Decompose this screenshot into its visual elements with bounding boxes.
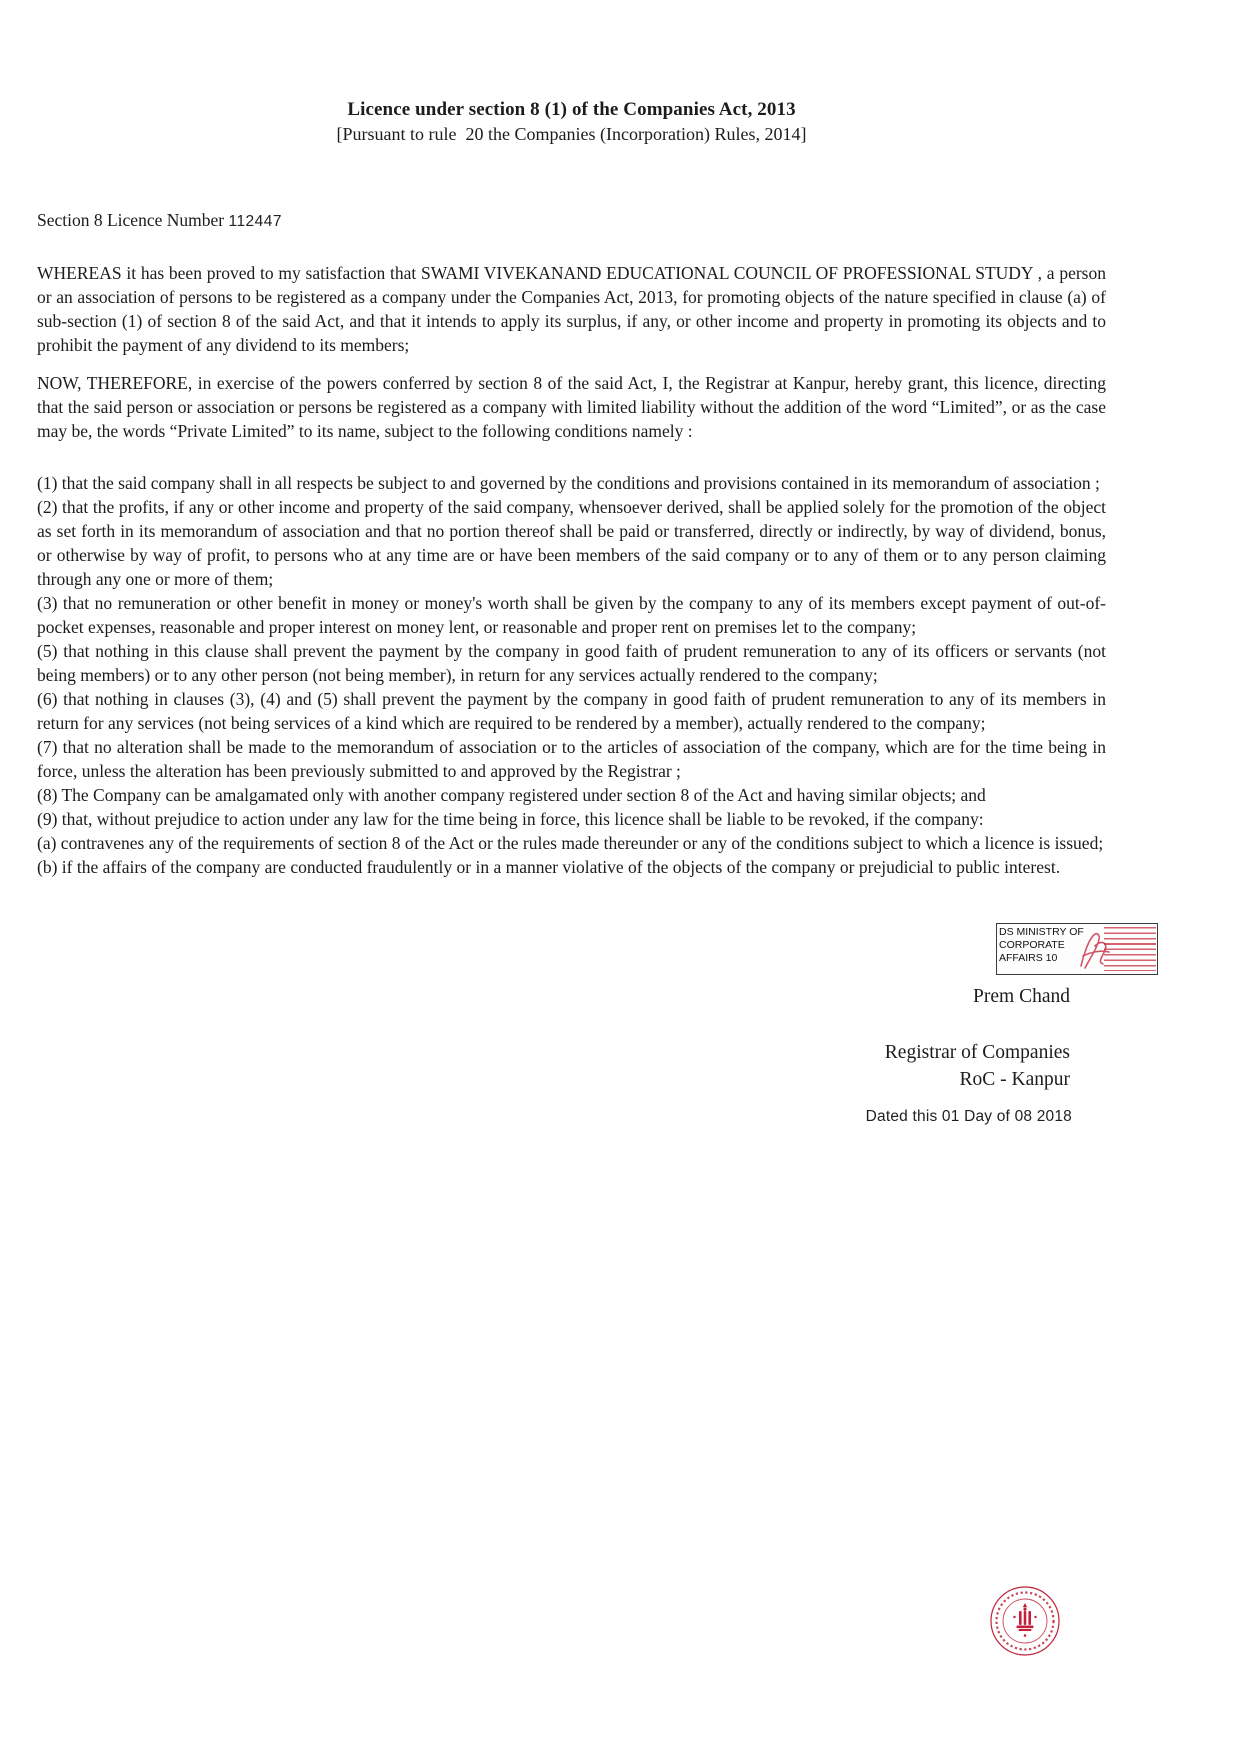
whereas-paragraph: WHEREAS it has been proved to my satisfaction that SWAMI VIVEKANAND EDUCATIONAL COUNCIL OF PROFESSIONAL STUDY , a person or an association of persons to be registered as a company under the Companies Act, 2013, for promoting objects of the nature specified in clause (a) of sub-section (1) of section 8 of the said Act, and that it intends to apply its surplus, if any, or other income and property in promoting its objects and to prohibit the payment of any dividend to its members; [37,263,1106,355]
signatory-designation: Registrar of Companies [884,1042,1070,1063]
condition-item: (3) that no remuneration or other benefit in money or money's worth shall be given by the company to any of its members except payment of out-of-pocket expenses, reasonable and proper interest on money lent, or reasonable and proper rent on premises let to the company; [37,593,1106,637]
licence-number-value: 112447 [228,213,283,230]
condition-item: (1) that the said company shall in all respects be subject to and governed by the conditions and provisions contained in its memorandum of association ; [37,473,1100,493]
condition-item: (9) that, without prejudice to action under any law for the time being in force, this licence shall be liable to be revoked, if the company: [37,809,984,829]
licence-number-label: Section 8 Licence Number [37,210,229,230]
condition-item: (7) that no alteration shall be made to the memorandum of association or to the articles of association of the company, which are for the time being in force, unless the alteration has been previously submitted to and approved by the Registrar ; [37,737,1106,781]
dated-line: Dated this 01 Day of 08 2018 [865,1108,1072,1125]
digital-signature-box [996,923,1158,975]
condition-item: (b) if the affairs of the company are conducted fraudulently or in a manner violative of the objects of the company or prejudicial to public interest. [37,857,1061,877]
signatory-office: RoC - Kanpur [959,1069,1070,1090]
digital-signature-mark-area [1089,924,1157,974]
roc-seal-icon [988,1584,1062,1658]
condition-item: (5) that nothing in this clause shall prevent the payment by the company in good faith of prudent remuneration to any of its officers or servants (not being members) or to any other person (not being member), in return for any services actually rendered to the company; [37,641,1106,685]
condition-item: (2) that the profits, if any or other income and property of the said company, whensoever derived, shall be applied solely for the promotion of the object as set forth in its memorandum of association and that no portion thereof shall be paid or transferred, directly or indirectly, by way of dividend, bonus, or otherwise by way of profit, to persons who at any time are or have been members of the said company or to any of them or to any person claiming through any one or more of them; [37,497,1106,589]
condition-item: (8) The Company can be amalgamated only with another company registered under section 8 of the Act and having similar objects; and [37,785,986,805]
condition-item: (a) contravenes any of the requirements of section 8 of the Act or the rules made thereunder or any of the conditions subject to which a licence is issued; [37,833,1104,853]
document-subtitle: [Pursuant to rule 20 the Companies (Incorporation) Rules, 2014] [336,124,807,144]
signature-details-text [1104,927,1156,971]
conditions-list [37,471,1106,879]
signatory-name: Prem Chand [973,986,1070,1007]
signature-block [37,923,1106,1126]
now-therefore-paragraph: NOW, THEREFORE, in exercise of the powers conferred by section 8 of the said Act, I, the Registrar at Kanpur, hereby grant, this licence, directing that the said person or association or persons be registered as a company with limited liability without the addition of the word “Limited”, or as the case may be, the words “Private Limited” to its name, subject to the following conditions namely : [37,373,1106,441]
licence-number-line [37,210,1106,231]
licence-document [37,0,1106,1754]
document-title: Licence under section 8 (1) of the Companies Act, 2013 [347,99,796,120]
digital-signature-label: DS MINISTRY OF CORPORATE AFFAIRS 10 [999,926,1084,964]
condition-item: (6) that nothing in clauses (3), (4) and (5) shall prevent the payment by the company in good faith of prudent remuneration to any of its members in return for any services (not being services of a kind which are required to be rendered by a member), actually rendered to the company; [37,689,1106,733]
document-header [37,0,1106,146]
